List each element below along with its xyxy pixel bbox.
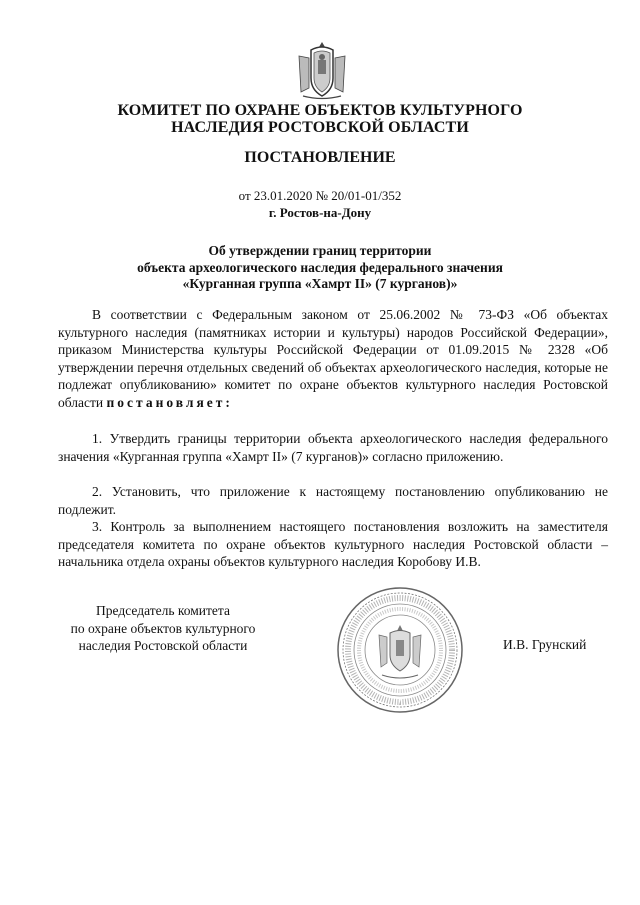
coat-of-arms-icon	[295, 38, 349, 100]
city: г. Ростов-на-Дону	[268, 205, 372, 220]
subject-line-1: Об утверждении границ территории	[208, 243, 432, 258]
subject-line-3: «Курганная группа «Хамрт II» (7 курганов)»	[182, 276, 458, 291]
subject-line-2: объекта археологического наследия федерального значения	[137, 259, 503, 275]
org-line-2: НАСЛЕДИЯ РОСТОВСКОЙ ОБЛАСТИ	[171, 119, 469, 136]
signatory-name: И.В. Грунский	[503, 637, 587, 652]
position-line-1: Председатель комитета	[96, 603, 230, 618]
organization-name	[60, 102, 580, 136]
document-type: ПОСТАНОВЛЕНИЕ	[244, 149, 396, 166]
item-1: 1. Утвердить границы территории объекта археологического наследия федерального значения «Курганная группа «Хамрт II» (7 курганов)» согласно приложению.	[58, 431, 608, 464]
position-line-3: наследия Ростовской области	[78, 638, 248, 653]
signatory-position	[58, 602, 268, 655]
item-3: 3. Контроль за выполнением настоящего постановления возложить на заместителя председателя комитета по охране объектов культурного наследия Ростовской области – начальника отдела охраны объектов культурного наследия Коробову И.В.	[58, 519, 608, 569]
date-number: от 23.01.2020 № 20/01-01/352	[238, 188, 402, 203]
intro-paragraph	[58, 306, 608, 411]
position-line-2: по охране объектов культурного	[70, 620, 256, 636]
org-line-1: КОМИТЕТ ПО ОХРАНЕ ОБЪЕКТОВ КУЛЬТУРНОГО	[117, 102, 523, 119]
item-2: 2. Установить, что приложение к настоящему постановлению опубликованию не подлежит.	[58, 484, 608, 517]
decree-word: постановляет:	[106, 394, 233, 410]
intro-text: В соответствии с Федеральным законом от 25.06.2002 № 73-ФЗ «Об объектах культурного наследия (памятниках истории и культуры) народов Российской Федерации», приказом Министерства культуры Российской Федерации от 01.09.2015 № 2328 «Об утверждении перечня отдельных сведений об объектах археологического наследия, которые не подлежат опубликованию» комитет по охране объектов культурного наследия Ростовской области	[58, 307, 608, 410]
official-seal-icon	[335, 585, 465, 715]
document-subject	[60, 243, 580, 293]
